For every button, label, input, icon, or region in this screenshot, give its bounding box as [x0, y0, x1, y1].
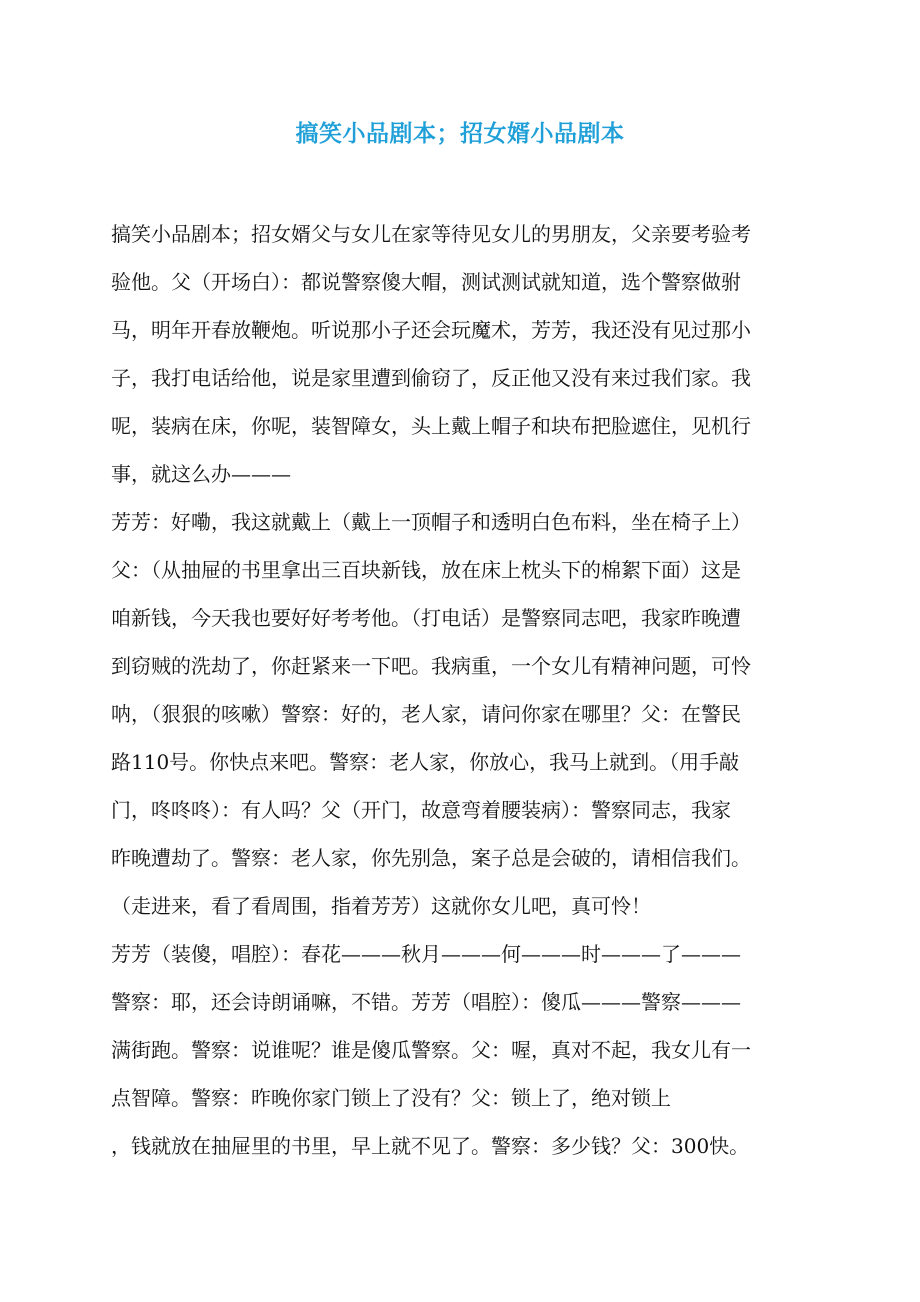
body-line: 呢，装病在床，你呢，装智障女，头上戴上帽子和块布把脸遮住，见机行 [111, 414, 751, 438]
body-line: 芳芳（装傻，唱腔）：春花———秋月———何———时———了——— [111, 942, 741, 966]
body-line: 警察：耶，还会诗朗诵嘛，不错。芳芳（唱腔）：傻瓜———警察——— [111, 990, 741, 1014]
body-line: 路110号。你快点来吧。警察：老人家，你放心，我马上就到。（用手敲 [111, 750, 740, 774]
body-line: 咱新钱，今天我也要好好考考他。（打电话）是警察同志吧，我家昨晚遭 [111, 606, 741, 630]
body-line: 事，就这么办——— [111, 462, 291, 486]
body-line: 点智障。警察：昨晚你家门锁上了没有？父：锁上了，绝对锁上 [111, 1086, 671, 1110]
body-line: 门，咚咚咚）：有人吗？父（开门，故意弯着腰装病）：警察同志，我家 [111, 798, 731, 822]
body-line: 到窃贼的洗劫了，你赶紧来一下吧。我病重，一个女儿有精神问题，可怜 [111, 654, 751, 678]
body-line: ，钱就放在抽屉里的书里，早上就不见了。警察：多少钱？父：300快。 [111, 1134, 750, 1158]
document-title: 搞笑小品剧本；招女婿小品剧本 [295, 120, 625, 147]
body-line: 马，明年开春放鞭炮。听说那小子还会玩魔术，芳芳，我还没有见过那小 [111, 318, 751, 342]
body-line: 昨晚遭劫了。警察：老人家，你先别急，案子总是会破的，请相信我们。 [111, 846, 751, 870]
body-line: 验他。父（开场白）：都说警察傻大帽，测试测试就知道，选个警察做驸 [111, 270, 741, 294]
body-line: 搞笑小品剧本；招女婿父与女儿在家等待见女儿的男朋友，父亲要考验考 [111, 222, 751, 246]
body-line: 呐，（狠狠的咳嗽）警察：好的，老人家，请问你家在哪里？父：在警民 [111, 702, 741, 726]
body-line: （走进来，看了看周围，指着芳芳）这就你女儿吧，真可怜！ [111, 894, 651, 918]
body-line: 子，我打电话给他，说是家里遭到偷窃了，反正他又没有来过我们家。我 [111, 366, 751, 390]
body-line: 芳芳：好嘞，我这就戴上（戴上一顶帽子和透明白色布料，坐在椅子上） [111, 510, 751, 534]
body-line: 满街跑。警察：说谁呢？谁是傻瓜警察。父：喔，真对不起，我女儿有一 [111, 1038, 751, 1062]
document-body [111, 210, 811, 1170]
body-line: 父：（从抽屉的书里拿出三百块新钱，放在床上枕头下的棉絮下面）这是 [111, 558, 741, 582]
